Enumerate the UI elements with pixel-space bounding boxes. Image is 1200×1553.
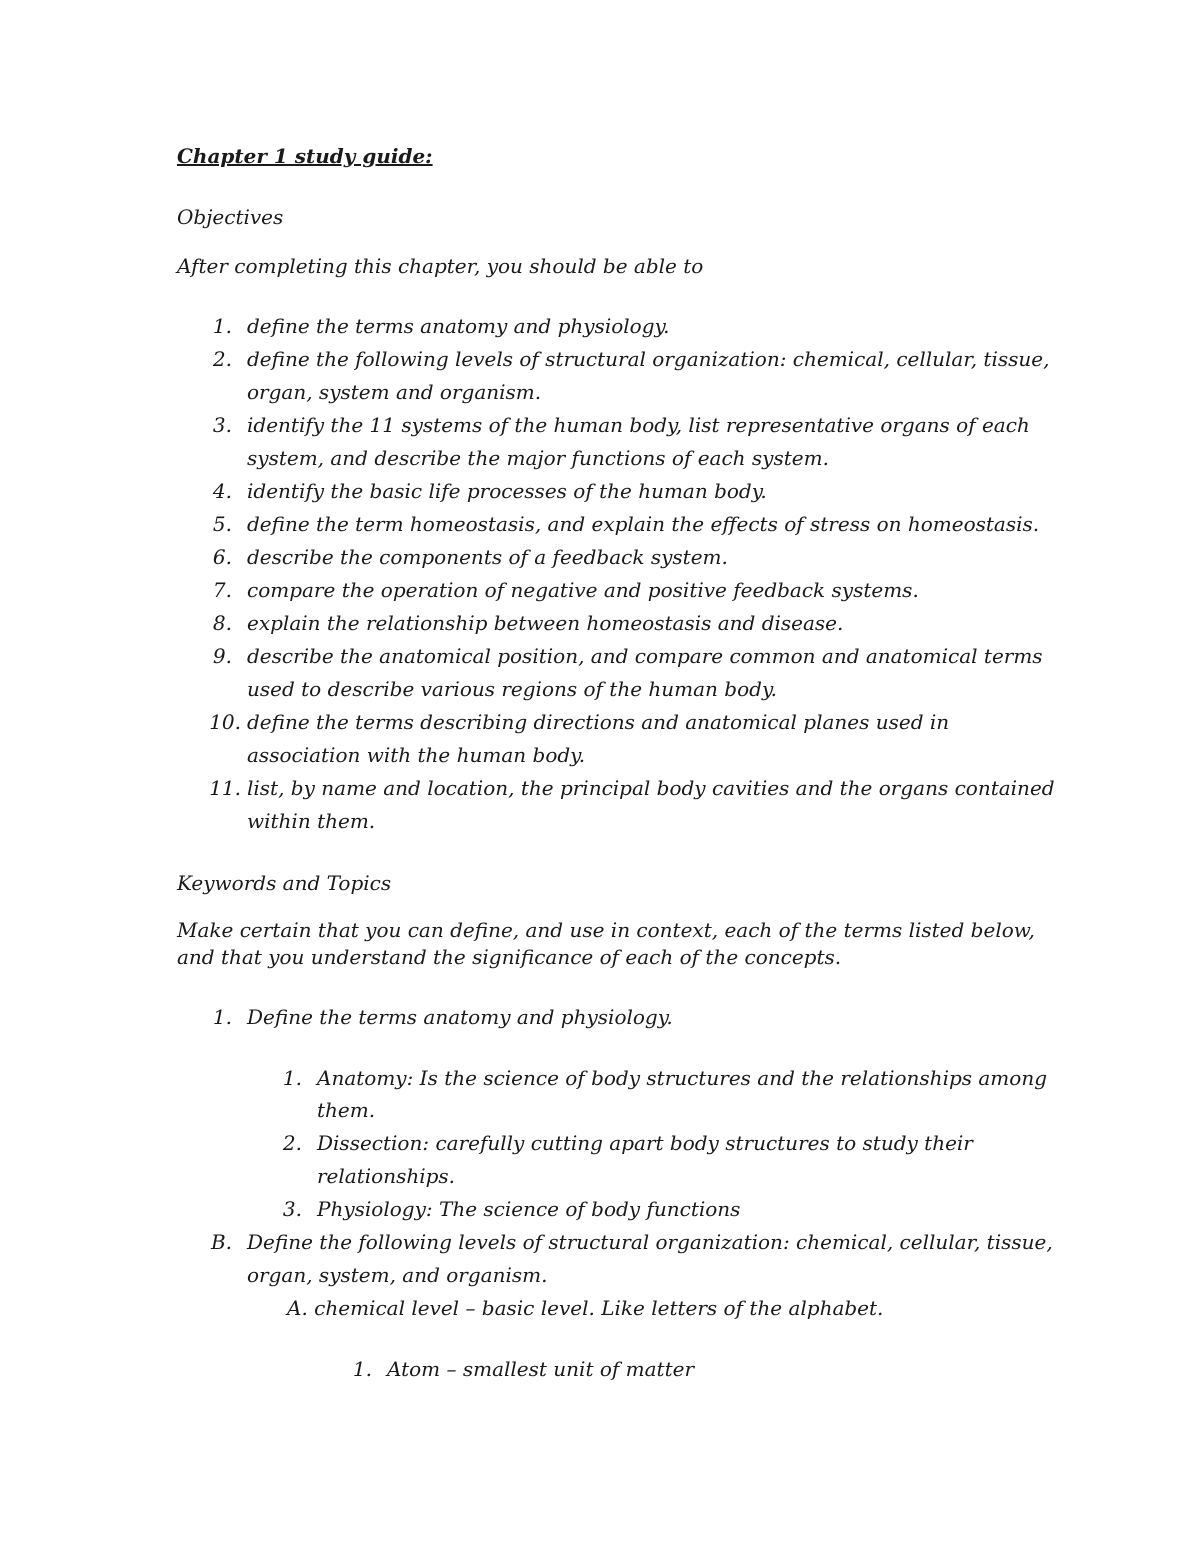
topic-letter: B. — [210, 1230, 232, 1254]
list-item-continued: within them. — [247, 809, 376, 833]
list-item: describe the components of a feedback system. — [247, 545, 728, 569]
topic-item: Define the following levels of structural organization: chemical, cellular, tissue, — [247, 1230, 1053, 1254]
subitem: Physiology: The science of body functions — [317, 1197, 741, 1221]
list-item-number: 11. — [209, 776, 241, 800]
list-item-number: 10. — [209, 710, 241, 734]
subitem-number: 2. — [282, 1131, 302, 1155]
list-item-continued: organ, system and organism. — [247, 380, 542, 404]
list-item: explain the relationship between homeostasis and disease. — [247, 611, 844, 635]
list-item: define the terms anatomy and physiology. — [247, 314, 670, 338]
list-item-number: 7. — [212, 578, 232, 602]
topic-item-continued: organ, system, and organism. — [247, 1263, 548, 1287]
keywords-intro-line: Make certain that you can define, and use in context, each of the terms listed below, — [177, 918, 1035, 942]
subitem-number: 1. — [352, 1357, 372, 1381]
list-item: identify the 11 systems of the human body, list representative organs of each — [247, 413, 1030, 437]
keywords-heading: Keywords and Topics — [177, 871, 392, 895]
subitem: Anatomy: Is the science of body structures and the relationships among — [317, 1066, 1047, 1090]
subitem-continued: relationships. — [317, 1164, 456, 1188]
list-item: identify the basic life processes of the human body. — [247, 479, 767, 503]
subitem-number: 1. — [282, 1066, 302, 1090]
keywords-intro-line: and that you understand the significance of each of the concepts. — [177, 945, 842, 969]
topic-number: 1. — [212, 1005, 232, 1029]
list-item-continued: association with the human body. — [247, 743, 586, 767]
list-item: define the term homeostasis, and explain the effects of stress on homeostasis. — [247, 512, 1040, 536]
subitem: Atom – smallest unit of matter — [387, 1357, 695, 1381]
subitem-continued: them. — [317, 1098, 376, 1122]
objectives-intro: After completing this chapter, you should be able to — [177, 254, 704, 278]
list-item-number: 4. — [212, 479, 232, 503]
list-item: list, by name and location, the principal body cavities and the organs contained — [247, 776, 1055, 800]
document-title: Chapter 1 study guide: — [177, 144, 433, 168]
list-item: compare the operation of negative and positive feedback systems. — [247, 578, 919, 602]
list-item: define the terms describing directions and anatomical planes used in — [247, 710, 950, 734]
list-item-number: 3. — [212, 413, 232, 437]
list-item: describe the anatomical position, and compare common and anatomical terms — [247, 644, 1043, 668]
topic-item: Define the terms anatomy and physiology. — [247, 1005, 673, 1029]
list-item-number: 8. — [212, 611, 232, 635]
list-item-continued: system, and describe the major functions of each system. — [247, 446, 829, 470]
list-item-continued: used to describe various regions of the human body. — [247, 677, 777, 701]
list-item-number: 2. — [212, 347, 232, 371]
list-item-number: 1. — [212, 314, 232, 338]
list-item: define the following levels of structural organization: chemical, cellular, tissue, — [247, 347, 1050, 371]
list-item-number: 6. — [212, 545, 232, 569]
subitem: A. chemical level – basic level. Like letters of the alphabet. — [287, 1296, 884, 1320]
subitem: Dissection: carefully cutting apart body structures to study their — [317, 1131, 973, 1155]
list-item-number: 5. — [212, 512, 232, 536]
list-item-number: 9. — [212, 644, 232, 668]
objectives-heading: Objectives — [177, 205, 284, 229]
subitem-number: 3. — [282, 1197, 302, 1221]
